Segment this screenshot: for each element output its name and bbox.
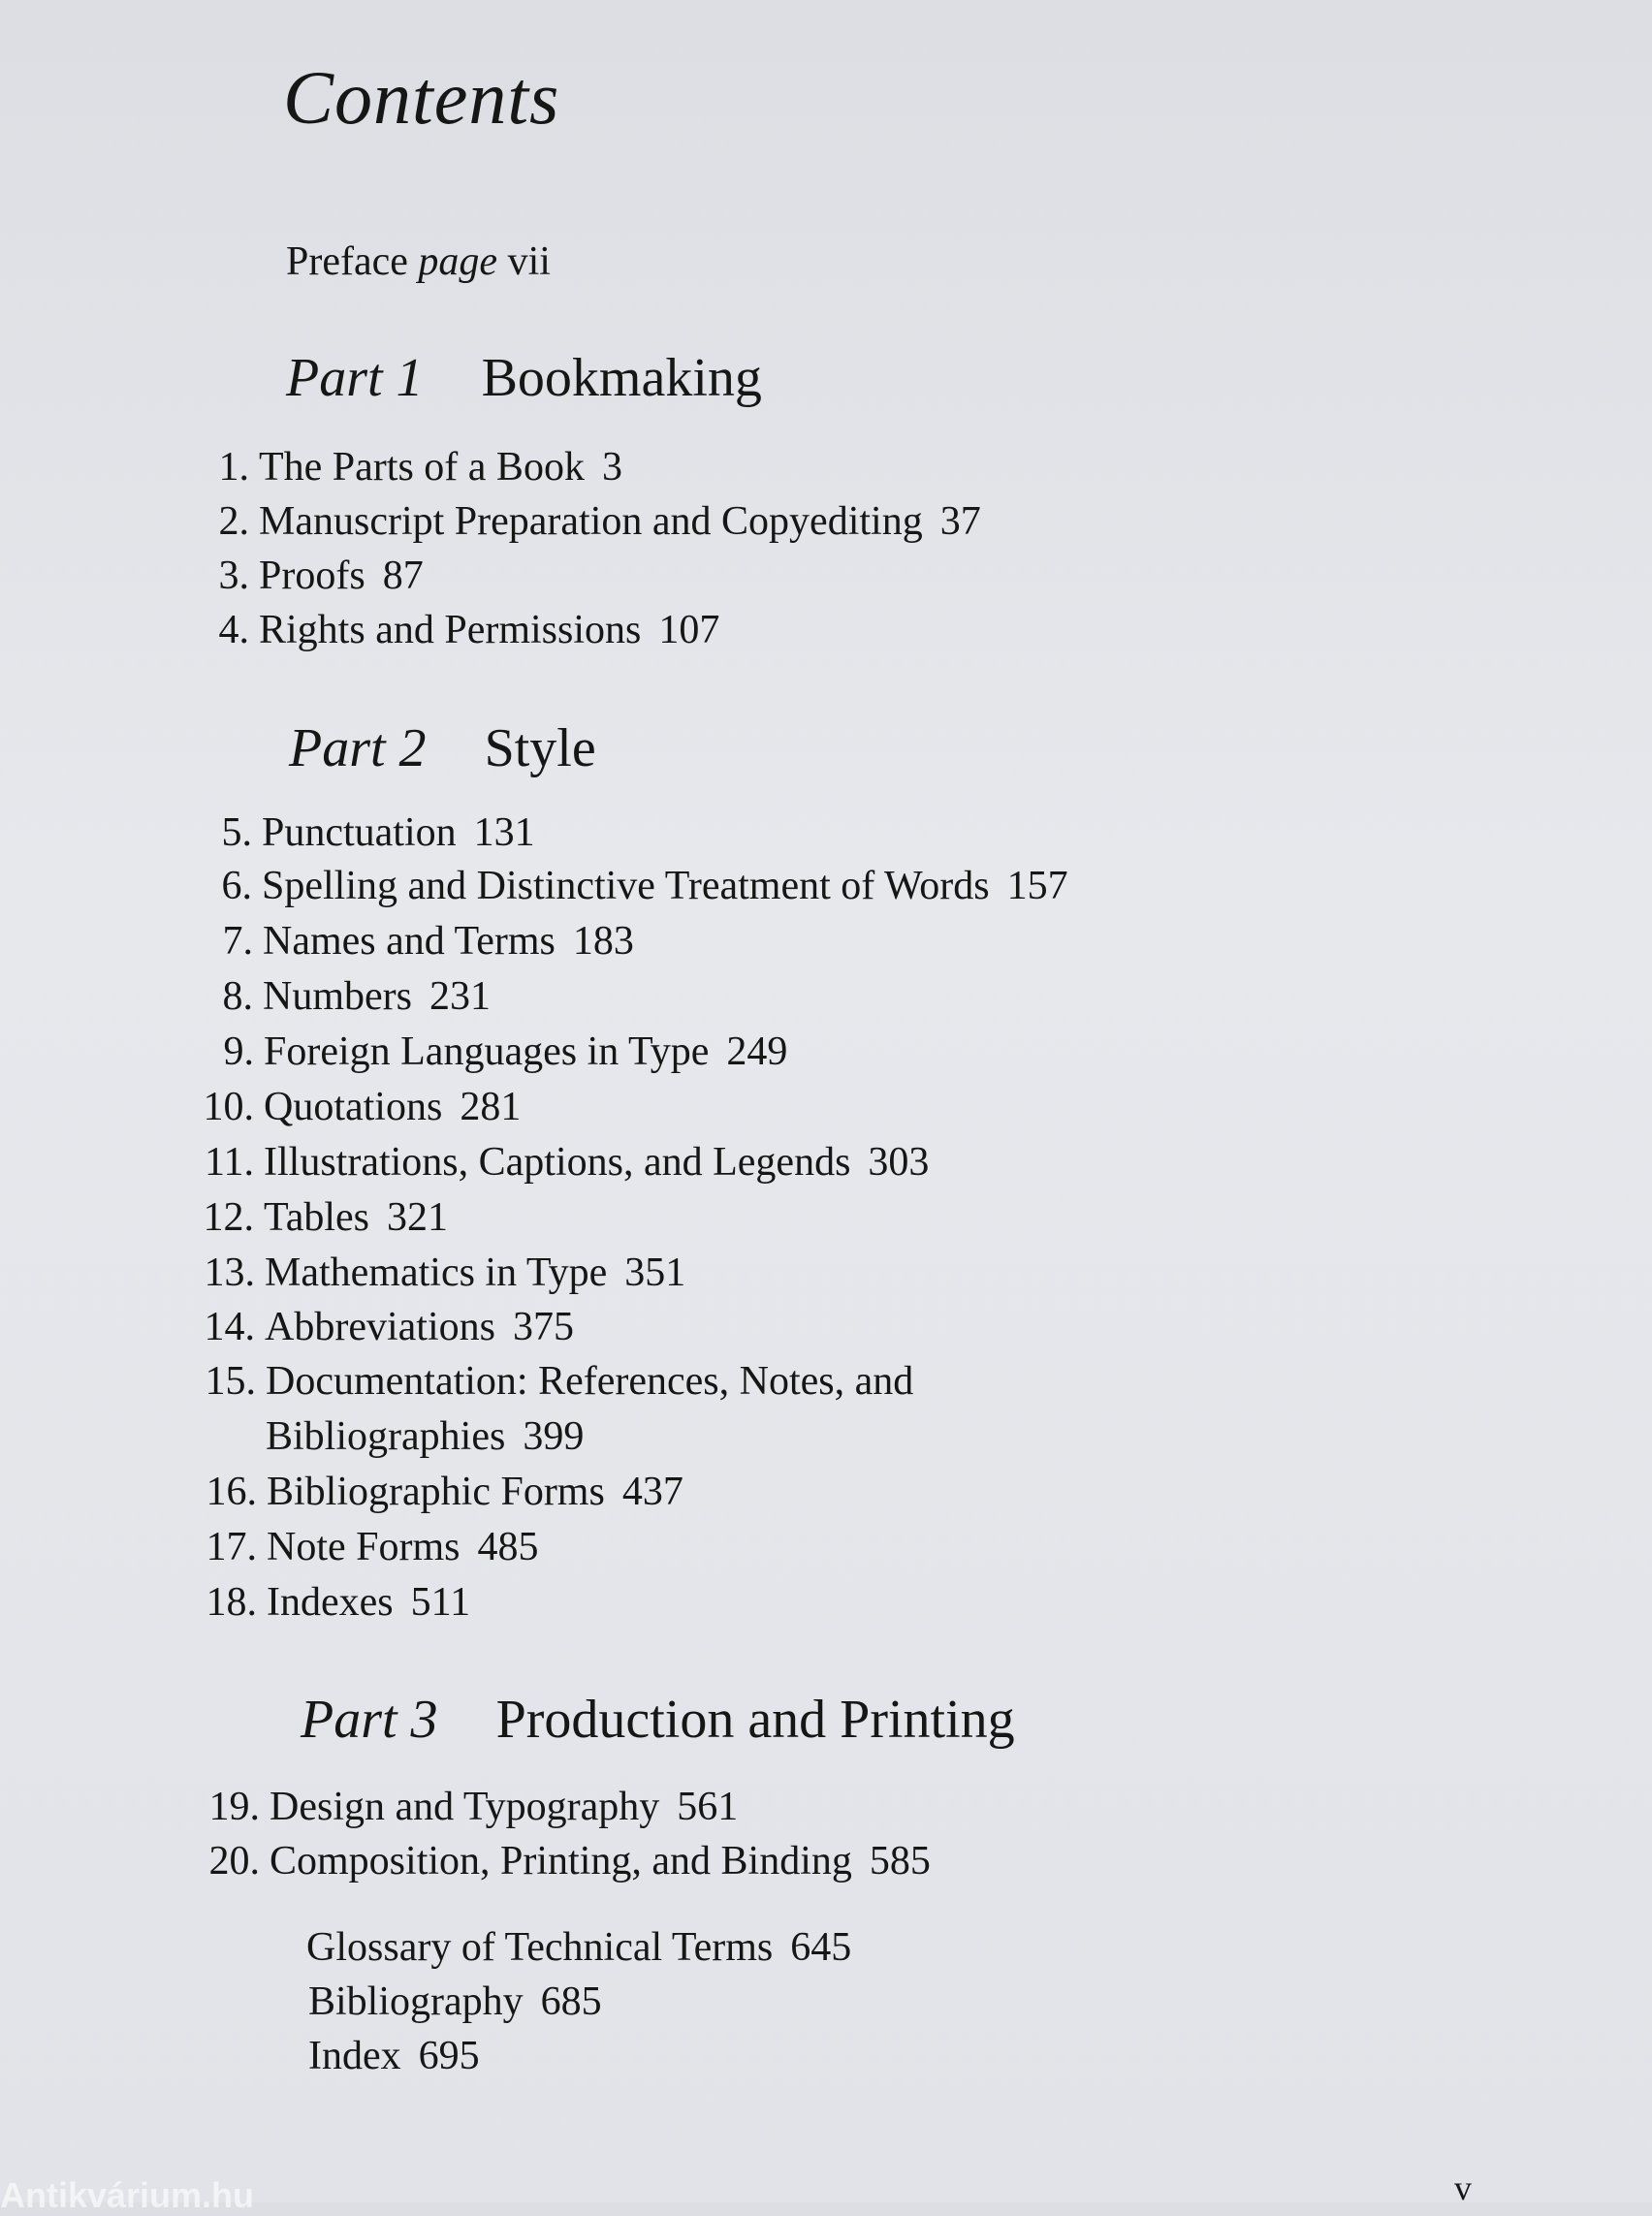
chapter-title: Foreign Languages in Type — [264, 1029, 710, 1074]
chapter-number: 3. — [218, 554, 249, 598]
chapter-page: 351 — [624, 1250, 686, 1295]
part-1-heading — [286, 347, 762, 409]
chapter-number: 13. — [204, 1250, 255, 1295]
chapter-page: 303 — [868, 1140, 930, 1185]
chapter-number: 12. — [203, 1195, 254, 1240]
chapter-title: Rights and Permissions — [259, 608, 642, 652]
chapter-number: 1. — [218, 445, 249, 490]
chapter-page: 231 — [429, 974, 491, 1019]
back-matter-entry — [306, 1924, 851, 1971]
chapter-title: Names and Terms — [263, 919, 556, 964]
chapter-number: 14. — [204, 1305, 255, 1349]
back-matter-entry — [308, 2033, 480, 2079]
chapter-page: 3 — [601, 445, 622, 490]
chapter-page: 87 — [382, 554, 424, 598]
chapter-number: 16. — [206, 1470, 257, 1514]
chapter-number: 4. — [218, 608, 249, 652]
chapter-title: Quotations — [264, 1085, 443, 1129]
part-label: Part 3 — [301, 1690, 438, 1750]
back-matter-title: Index — [308, 2034, 401, 2078]
part-name: Production and Printing — [495, 1690, 1015, 1750]
chapter-title: Note Forms — [267, 1525, 461, 1569]
chapter-title: Abbreviations — [265, 1305, 495, 1349]
chapter-page: 375 — [512, 1305, 574, 1349]
chapter-title: Numbers — [263, 974, 412, 1019]
chapter-title: The Parts of a Book — [259, 445, 585, 490]
chapter-number: 18. — [206, 1580, 257, 1625]
chapter-title: Documentation: References, Notes, and — [266, 1359, 914, 1404]
chapter-page: 37 — [939, 499, 981, 544]
chapter-page: 437 — [621, 1470, 683, 1514]
chapter-number: 10. — [203, 1085, 254, 1129]
back-matter-page: 695 — [418, 2034, 480, 2078]
chapter-page: 511 — [410, 1580, 471, 1625]
chapter-number: 17. — [206, 1525, 257, 1569]
watermark: Antikvárium.hu — [0, 2175, 255, 2215]
chapter-title: Bibliographic Forms — [267, 1470, 605, 1514]
preface-page: vii — [507, 239, 551, 284]
chapter-title: Mathematics in Type — [265, 1250, 608, 1295]
chapter-title: Punctuation — [262, 810, 457, 855]
chapter-title: Spelling and Distinctive Treatment of Words — [262, 864, 990, 908]
part-label: Part 2 — [289, 718, 427, 778]
part-label: Part 1 — [286, 348, 424, 408]
chapter-number: 15. — [205, 1359, 256, 1404]
back-matter-page: 645 — [790, 1925, 852, 1970]
chapter-page: 183 — [572, 919, 634, 964]
chapter-title: Design and Typography — [270, 1785, 660, 1829]
chapter-title: Composition, Printing, and Binding — [270, 1839, 852, 1884]
chapter-number: 9. — [223, 1029, 254, 1074]
page-number: v — [1454, 2169, 1472, 2207]
chapter-page: 107 — [658, 608, 720, 652]
chapter-number: 7. — [222, 919, 253, 964]
chapter-title: Illustrations, Captions, and Legends — [264, 1140, 851, 1185]
chapter-title: Indexes — [267, 1580, 394, 1625]
part-name: Style — [484, 718, 596, 778]
chapter-number: 20. — [208, 1839, 260, 1884]
part-name: Bookmaking — [481, 348, 762, 408]
chapter-page: 561 — [677, 1785, 739, 1829]
chapter-page: 485 — [477, 1525, 539, 1569]
chapter-number: 2. — [218, 499, 249, 544]
chapter-title: Tables — [264, 1195, 370, 1240]
page-title: Contents — [283, 55, 560, 140]
chapter-page: 249 — [726, 1029, 788, 1074]
chapter-number: 6. — [221, 864, 252, 908]
back-matter-title: Bibliography — [308, 1979, 524, 2024]
chapter-number: 8. — [222, 974, 253, 1019]
chapter-title: Bibliographies — [266, 1414, 506, 1459]
chapter-number: 19. — [208, 1785, 260, 1829]
chapter-title: Manuscript Preparation and Copyediting — [259, 499, 923, 544]
back-matter-page: 685 — [540, 1979, 602, 2024]
chapter-page: 157 — [1006, 864, 1068, 908]
preface-page-word: page — [418, 239, 498, 284]
preface-entry — [286, 238, 551, 285]
back-matter-title: Glossary of Technical Terms — [306, 1925, 774, 1970]
part-2-heading — [289, 717, 596, 779]
chapter-page: 321 — [387, 1195, 449, 1240]
preface-label: Preface — [286, 239, 408, 284]
chapter-page: 131 — [473, 810, 535, 855]
back-matter-entry — [308, 1979, 602, 2025]
part-3-heading — [301, 1689, 1015, 1751]
chapter-number: 11. — [205, 1140, 254, 1185]
chapter-page: 399 — [523, 1414, 585, 1459]
chapter-page: 585 — [869, 1839, 931, 1884]
chapter-number: 5. — [221, 810, 252, 855]
chapter-title: Proofs — [259, 554, 365, 598]
chapter-page: 281 — [460, 1085, 522, 1129]
